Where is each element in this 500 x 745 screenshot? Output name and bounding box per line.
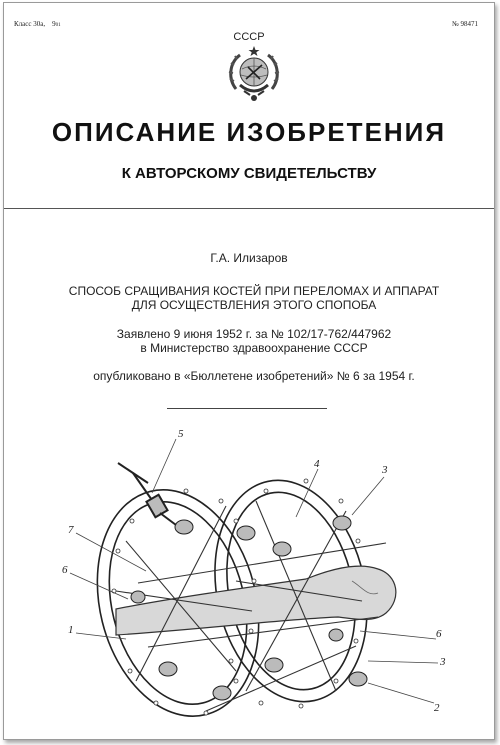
state-emblem-icon <box>226 45 282 103</box>
document-title: ОПИСАНИЕ ИЗОБРЕТЕНИЯ <box>51 117 447 147</box>
patent-page <box>3 2 495 740</box>
label-3: 3 <box>382 464 388 476</box>
author-name: Г.А. Илизаров <box>210 251 288 265</box>
label-2: 2 <box>434 702 440 714</box>
document-subtitle: К АВТОРСКОМУ СВИДЕТЕЛЬСТВУ <box>121 165 377 182</box>
publication-info: опубликовано в «Бюллетене изобретений» № 6 за 1954 г. <box>93 369 415 383</box>
label-6: 6 <box>62 564 68 576</box>
filing-line: Заявлено 9 июня 1952 г. за № 102/17-762/447962 <box>116 327 392 341</box>
label-4: 4 <box>314 458 320 470</box>
label-5: 5 <box>178 428 184 440</box>
label-7: 7 <box>68 524 74 536</box>
invention-title-line: СПОСОБ СРАЩИВАНИЯ КОСТЕЙ ПРИ ПЕРЕЛОМАХ И АППАРАТ <box>68 284 440 298</box>
divider <box>4 208 494 209</box>
label-6-right: 6 <box>436 628 442 640</box>
invention-title-line: ДЛЯ ОСУЩЕСТВЛЕНИЯ ЭТОГО СПОПОБА <box>131 298 377 312</box>
filing-info <box>34 327 474 355</box>
class-label: Класс 30a, 901 <box>14 20 61 28</box>
invention-title <box>34 284 474 312</box>
patent-number: № 98471 <box>452 20 478 28</box>
country-label: СССР <box>233 31 265 43</box>
label-1: 1 <box>68 624 74 636</box>
short-divider <box>167 408 327 409</box>
apparatus-drawing <box>56 421 456 743</box>
filing-line: в Министерство здравоохранение СССР <box>140 341 368 355</box>
label-3-right: 3 <box>440 656 446 668</box>
